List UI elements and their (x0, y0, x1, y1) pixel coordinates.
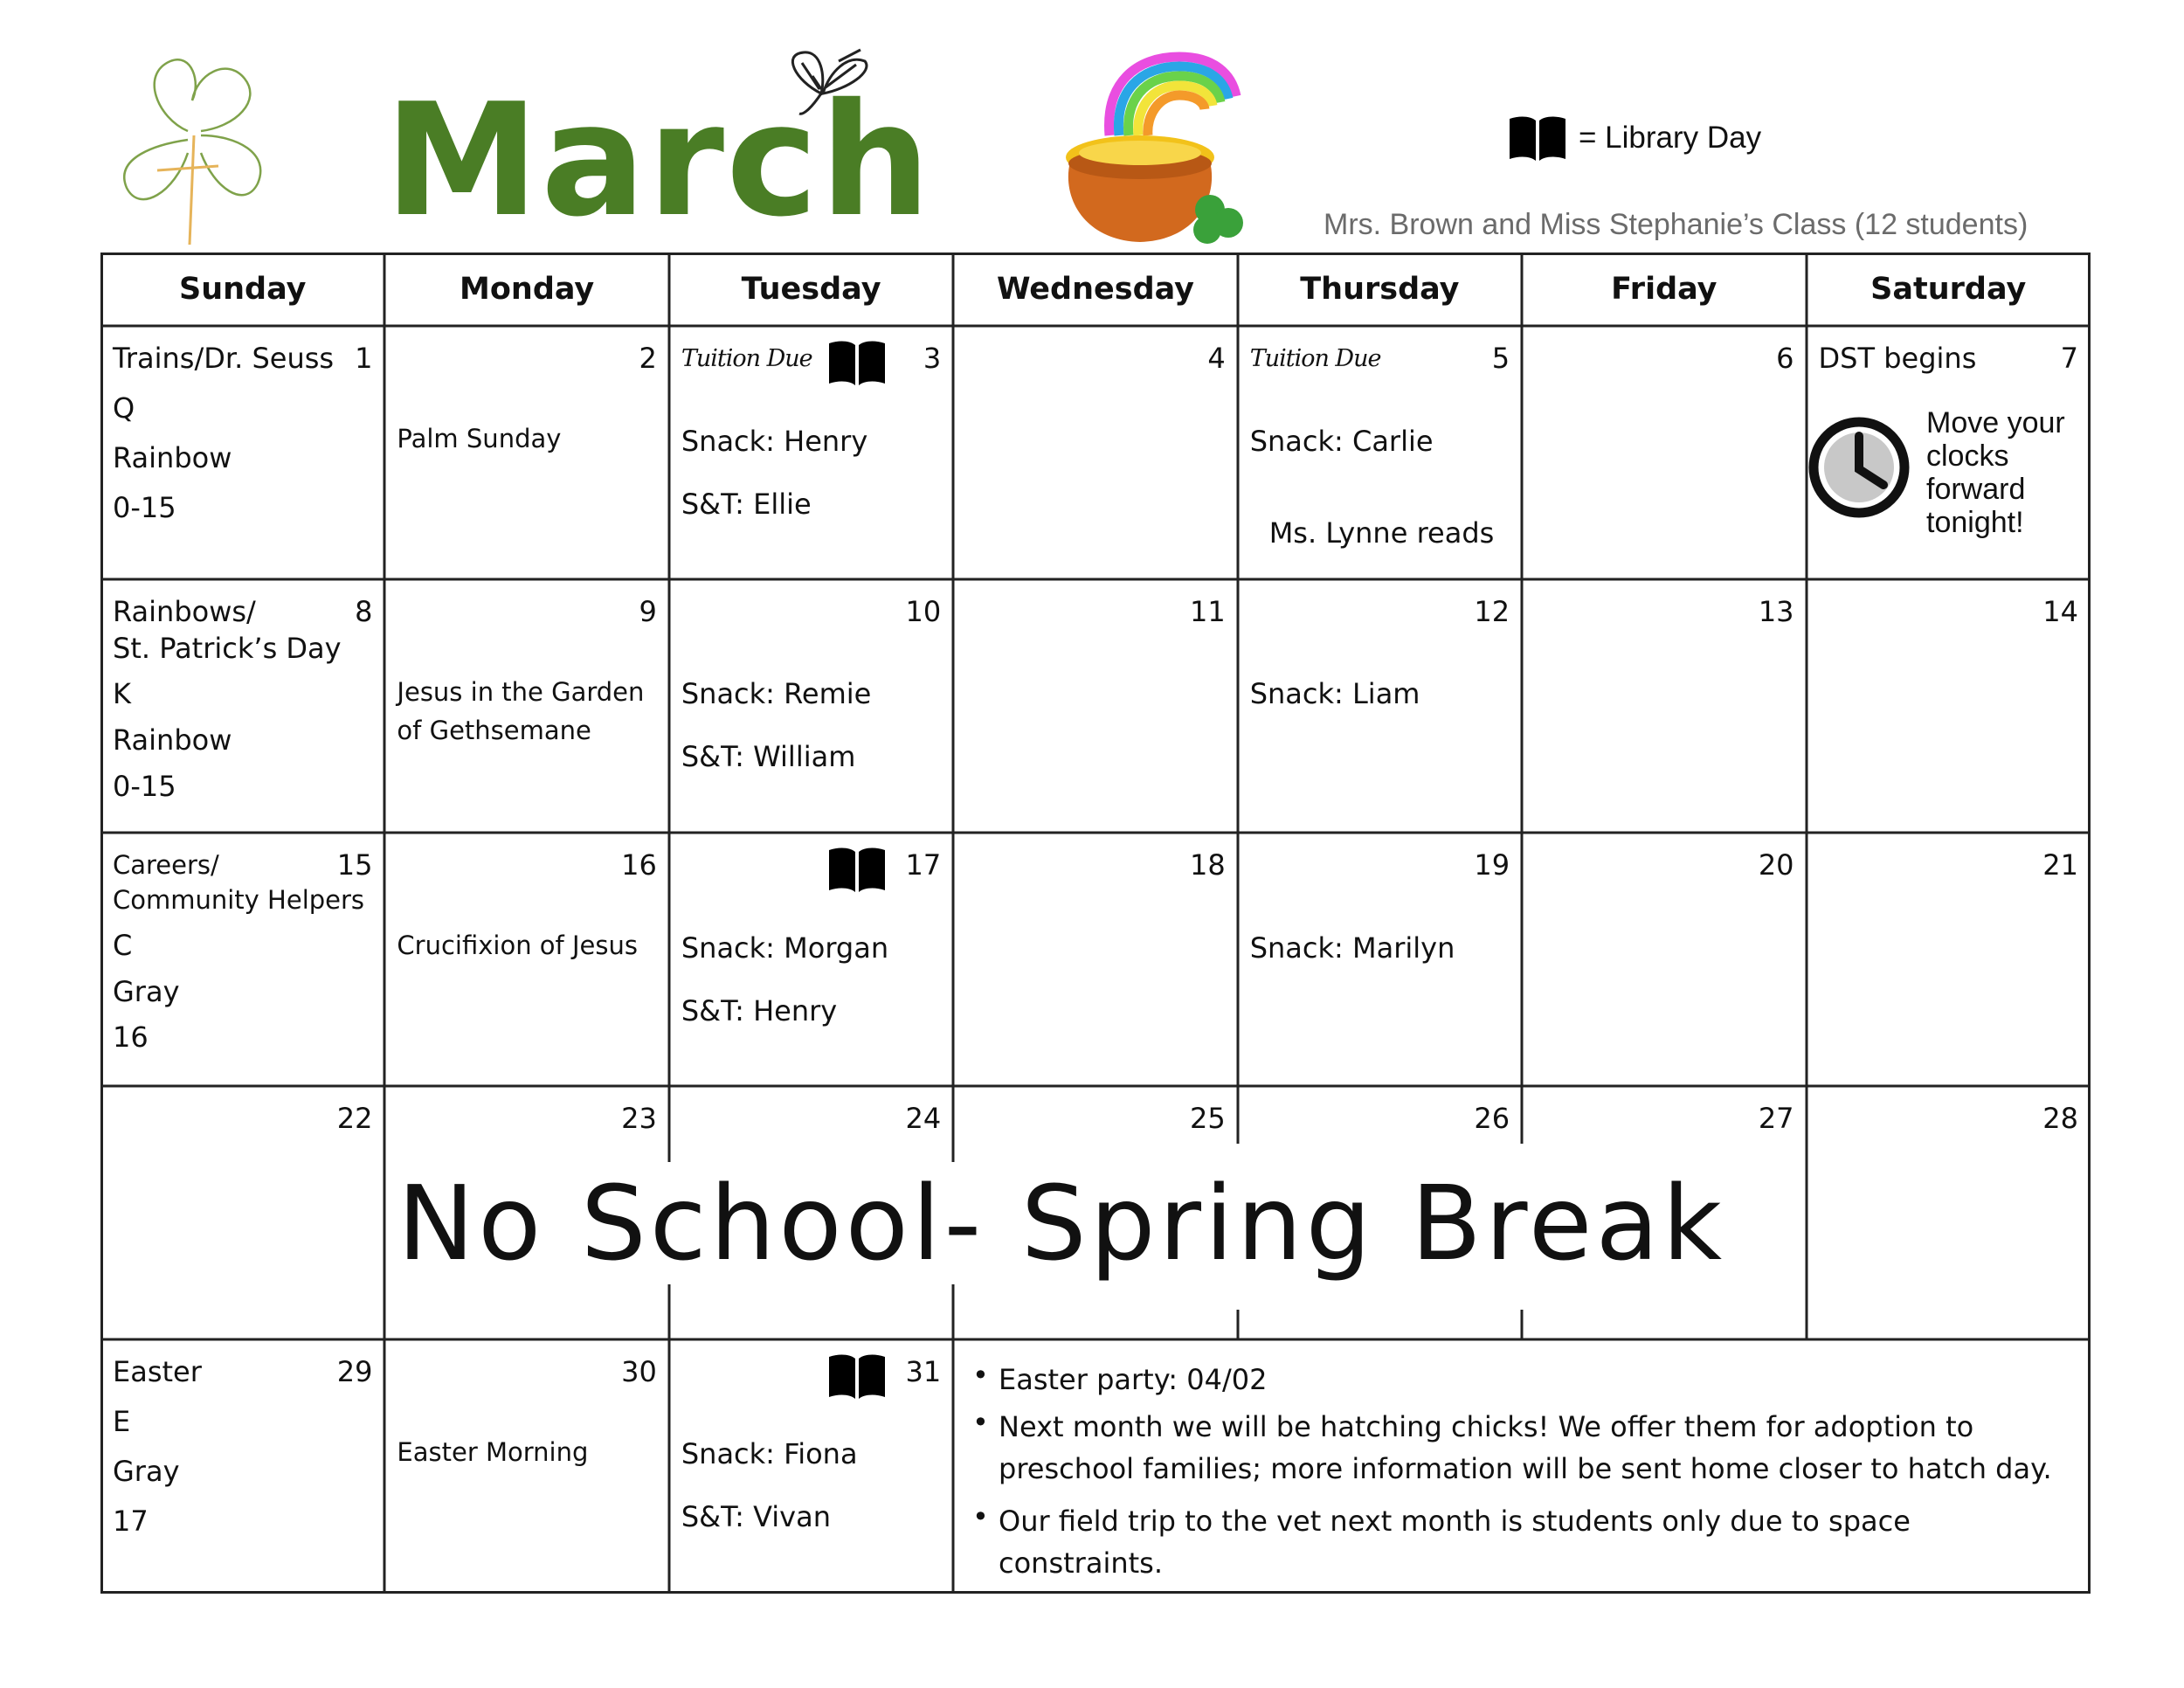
day-number: 18 (1189, 848, 1226, 882)
note-text: Next month we will be hatching chicks! We offer them for adoption to preschool families; more information will be sent home closer to hatch day. (999, 1410, 2052, 1485)
snack-label: Snack: Henry (681, 425, 868, 458)
day-cell-6 (1522, 326, 1806, 579)
day-cell-17 (669, 833, 953, 1086)
weekday-wednesday: Wednesday (996, 272, 1194, 307)
note-item (972, 1359, 2082, 1401)
weekday-saturday: Saturday (1870, 272, 2027, 307)
show-and-tell-label: S&T: Ellie (681, 488, 812, 521)
day-number: 11 (1189, 595, 1226, 628)
number-label: 0-15 (113, 491, 176, 524)
day-number: 28 (2042, 1102, 2078, 1135)
day-cell-13 (1522, 579, 1806, 833)
day-cell-4 (953, 326, 1237, 579)
day-number: 10 (905, 595, 942, 628)
day-cell-16 (384, 833, 668, 1086)
snack-label: Snack: Liam (1249, 677, 1420, 710)
letter-label: E (113, 1405, 131, 1438)
bullet: • (972, 1359, 989, 1392)
day-number: 19 (1474, 848, 1510, 882)
week-row (100, 579, 2091, 833)
day-number: 14 (2042, 595, 2078, 628)
day-cell-2 (384, 326, 668, 579)
theme-label: Easter (113, 1355, 202, 1388)
day-number: 23 (621, 1102, 657, 1135)
snack-label: Snack: Remie (681, 677, 872, 710)
number-label: 16 (113, 1020, 149, 1054)
theme-label: Rainbows/ (113, 595, 256, 628)
day-number: 15 (336, 848, 373, 882)
show-and-tell-label: S&T: William (681, 740, 856, 773)
day-cell-29 (100, 1339, 384, 1593)
book-icon (826, 338, 888, 387)
day-number: 27 (1758, 1102, 1794, 1135)
day-number: 13 (1758, 595, 1794, 628)
spring-break-banner: No School- Spring Break (393, 1162, 1730, 1284)
bible-story: Jesus in the Garden (397, 677, 645, 707)
day-cell-11 (953, 579, 1237, 833)
day-cell-30 (384, 1339, 668, 1593)
day-number: 30 (621, 1355, 657, 1388)
day-number: 16 (621, 848, 657, 882)
color-label: Gray (113, 975, 180, 1008)
color-label: Rainbow (113, 441, 232, 474)
weekday-tuesday: Tuesday (741, 272, 881, 307)
bullet: • (972, 1500, 989, 1533)
day-number: 20 (1758, 848, 1794, 882)
day-cell-31 (669, 1339, 953, 1593)
week-row (100, 326, 2091, 579)
day-number: 29 (336, 1355, 373, 1388)
day-cell-3 (669, 326, 953, 579)
bible-story: Crucifixion of Jesus (397, 930, 638, 960)
day-number: 25 (1189, 1102, 1226, 1135)
day-number: 22 (336, 1102, 373, 1135)
day-number: 31 (905, 1355, 942, 1388)
book-icon (1507, 114, 1568, 163)
letter-label: Q (113, 391, 135, 425)
day-number: 1 (355, 342, 373, 375)
day-cell-12 (1238, 579, 1522, 833)
day-number: 21 (2042, 848, 2078, 882)
week-row (100, 833, 2091, 1086)
day-cell-19 (1238, 833, 1522, 1086)
day-cell-1 (100, 326, 384, 579)
day-cell-9 (384, 579, 668, 833)
page-title: March (384, 70, 933, 251)
day-number: 6 (1776, 342, 1794, 375)
bullet: • (972, 1406, 989, 1439)
theme-label: St. Patrick’s Day (113, 632, 342, 665)
letter-label: K (113, 677, 131, 710)
book-icon (826, 1352, 888, 1401)
weekday-thursday: Thursday (1300, 272, 1460, 307)
day-number: 8 (355, 595, 373, 628)
dst-label: DST begins (1818, 342, 1977, 375)
theme-label: Careers/ (113, 850, 219, 880)
color-label: Gray (113, 1455, 180, 1488)
day-number: 7 (2060, 342, 2078, 375)
show-and-tell-label: S&T: Henry (681, 994, 838, 1027)
number-label: 0-15 (113, 770, 176, 803)
day-cell-22 (100, 1086, 384, 1339)
butterfly-icon (778, 45, 874, 124)
day-number: 12 (1474, 595, 1510, 628)
number-label: 17 (113, 1505, 149, 1538)
class-name: Mrs. Brown and Miss Stephanie’s Class (12 students) (1324, 208, 2028, 241)
note-text: Our field trip to the vet next month is students only due to space constraints. (999, 1505, 1911, 1580)
day-number: 9 (639, 595, 657, 628)
note-text: Easter party: 04/02 (999, 1363, 1268, 1396)
tuition-due: Tuition Due (681, 345, 812, 372)
weekday-header-row (100, 253, 2091, 326)
day-cell-15 (100, 833, 384, 1086)
day-cell-5 (1238, 326, 1522, 579)
legend-label: = Library Day (1579, 121, 1762, 155)
day-number: 17 (905, 848, 942, 882)
day-cell-20 (1522, 833, 1806, 1086)
day-number: 2 (639, 342, 657, 375)
clock-icon (1807, 415, 1911, 520)
reader-label: Ms. Lynne reads (1268, 516, 1495, 550)
day-number: 3 (923, 342, 942, 375)
dst-message: Move your clocks forward tonight! (1926, 406, 2065, 539)
day-number: 4 (1207, 342, 1226, 375)
note-item (972, 1500, 2082, 1584)
day-number: 26 (1474, 1102, 1510, 1135)
legend (1507, 112, 1761, 164)
day-cell-21 (1807, 833, 2091, 1086)
theme-label: Community Helpers (113, 885, 365, 915)
day-cell-14 (1807, 579, 2091, 833)
day-cell-28 (1807, 1086, 2091, 1339)
weekday-friday: Friday (1611, 272, 1717, 307)
day-cell-18 (953, 833, 1237, 1086)
color-label: Rainbow (113, 723, 232, 757)
rainbow-pot-of-gold-icon (1057, 48, 1258, 249)
day-cell-8 (100, 579, 384, 833)
theme-label: Trains/Dr. Seuss (113, 342, 335, 375)
day-number: 24 (905, 1102, 942, 1135)
snack-label: Snack: Carlie (1249, 425, 1434, 458)
letter-label: C (113, 929, 133, 962)
show-and-tell-label: S&T: Vivan (681, 1500, 831, 1533)
bible-story: Palm Sunday (397, 424, 562, 453)
day-cell-10 (669, 579, 953, 833)
bible-story: Easter Morning (397, 1437, 589, 1467)
day-number: 5 (1491, 342, 1510, 375)
snack-label: Snack: Fiona (681, 1437, 858, 1470)
snack-label: Snack: Marilyn (1249, 931, 1455, 965)
tuition-due: Tuition Due (1249, 345, 1381, 372)
weekday-sunday: Sunday (178, 272, 307, 307)
note-item (972, 1406, 2082, 1490)
book-icon (826, 845, 888, 894)
bible-story: of Gethsemane (397, 716, 591, 745)
weekday-monday: Monday (460, 272, 595, 307)
shamrock-icon (105, 48, 280, 249)
snack-label: Snack: Morgan (681, 931, 889, 965)
